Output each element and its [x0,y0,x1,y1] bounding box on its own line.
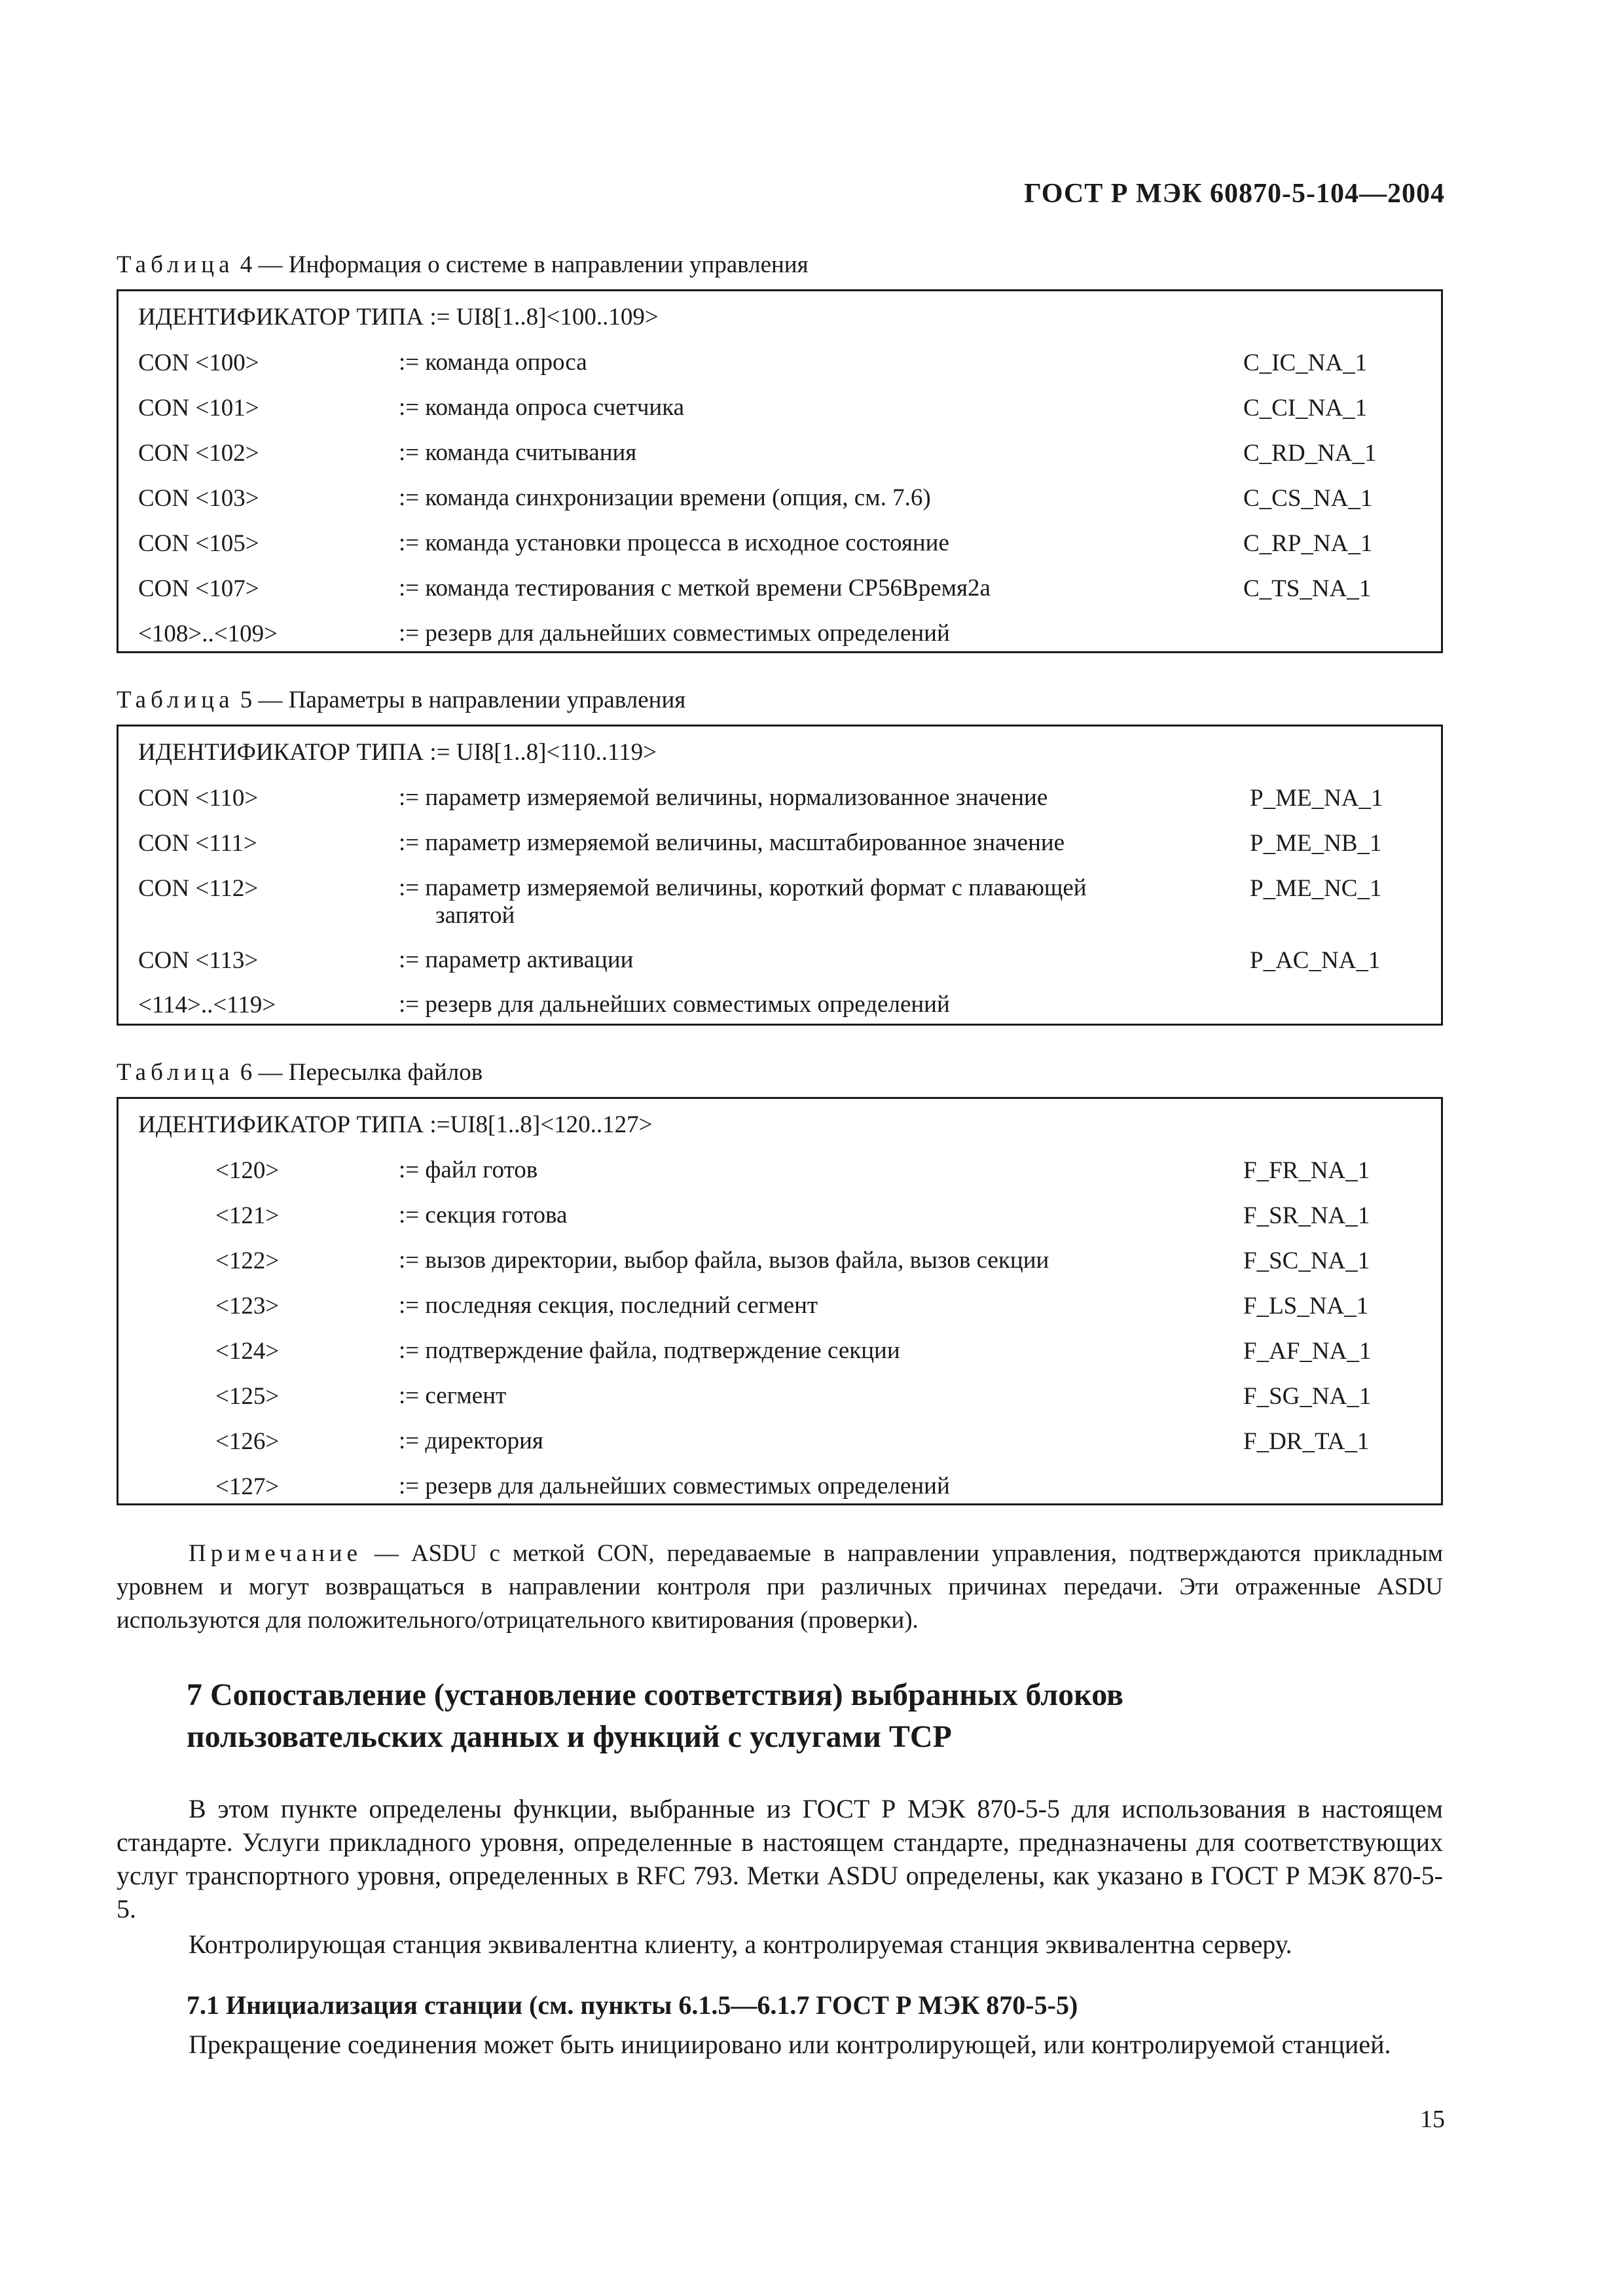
table6-caption [117,1058,483,1086]
section-paragraph-2: Контролирующая станция эквивалентна клиенту, а контролируемая станция эквивалентна серверу. [189,1929,1292,1959]
table-cell-code: CON <107> [138,575,259,602]
table-cell-name: F_DR_TA_1 [1243,1428,1370,1455]
table-cell-desc: := последняя секция, последний сегмент [399,1292,818,1319]
table-cell-code: CON <110> [138,785,259,812]
table-cell-name: F_FR_NA_1 [1243,1157,1370,1184]
table-cell-code: <124> [215,1338,280,1365]
table-cell-desc: := команда опроса [399,349,587,376]
table-cell-code: <114>..<119> [138,992,276,1018]
table-cell-code: CON <101> [138,395,259,422]
table-cell-code: <108>..<109> [138,620,278,647]
table-cell-code: <122> [215,1247,280,1274]
table-cell-code: <120> [215,1157,280,1184]
table-cell-desc: := команда установки процесса в исходное состояние [399,529,949,556]
table-cell-name: P_ME_NB_1 [1250,830,1382,857]
table5 [117,725,1443,1026]
table-cell-name: C_IC_NA_1 [1243,350,1368,376]
table-cell-name: P_ME_NA_1 [1250,785,1383,812]
table4 [117,289,1443,653]
table-cell-code: CON <111> [138,830,257,857]
note-label: Примечание [189,1540,362,1567]
table-cell-desc [399,874,1250,929]
table5-type-id: ИДЕНТИФИКАТОР ТИПА := UI8[1..8]<110..119> [138,739,657,766]
table-cell-desc: := секция готова [399,1202,568,1229]
section-title-line2: пользовательских данных и функций с услугами TCP [187,1719,952,1754]
table5-caption-text: 5 — Параметры в направлении управления [234,687,686,713]
table5-caption-word: Таблица [117,687,234,713]
table4-caption-text: 4 — Информация о системе в направлении управления [234,251,809,278]
table-cell-code: CON <105> [138,530,259,557]
table-cell-code: CON <100> [138,350,259,376]
section-paragraph-1: В этом пункте определены функции, выбранные из ГОСТ Р МЭК 870-5-5 для использования в настоящем стандарте. Услуги прикладного уровня, определенные в настоящем стандарте, предназначены для соответствующих услуг транспортного уровня, определенных в RFC 793. Метки ASDU определены, как указано в ГОСТ Р МЭК 870-5-5. [117,1794,1443,1924]
table-cell-code: CON <102> [138,440,259,467]
table-cell-desc: := команда считывания [399,439,637,466]
table-cell-name: P_AC_NA_1 [1250,947,1381,974]
table4-caption-word: Таблица [117,251,234,278]
table-cell-name: C_RP_NA_1 [1243,530,1373,557]
table-cell-name: C_TS_NA_1 [1243,575,1372,602]
table-cell-desc: := команда синхронизации времени (опция, см. 7.6) [399,484,931,511]
table-cell-code: <126> [215,1428,280,1455]
table-cell-code: <125> [215,1383,280,1410]
table6-caption-word: Таблица [117,1059,234,1086]
table-cell-name: C_CI_NA_1 [1243,395,1368,422]
note-text: — ASDU с меткой CON, передаваемые в направлении управления, подтверждаются прикладным уровнем и могут возвращаться в направлении контроля при различных причинах передачи. Эти отраженные ASDU используются для положительного/отрицательного квитирования (проверки). [117,1540,1443,1634]
subsection-title: 7.1 Инициализация станции (см. пункты 6.1.5—6.1.7 ГОСТ Р МЭК 870-5-5) [187,1990,1078,2020]
table-cell-code: CON <112> [138,875,259,902]
table-cell-name: P_ME_NC_1 [1250,875,1382,902]
table-cell-desc: := параметр активации [399,946,634,973]
standard-designation: ГОСТ Р МЭК 60870-5-104—2004 [1024,179,1445,209]
table6 [117,1097,1443,1505]
table-cell-desc: := директория [399,1427,543,1454]
table-cell-code: CON <103> [138,485,259,512]
table-cell-desc: := сегмент [399,1382,507,1409]
table5-caption [117,686,685,714]
table-cell-desc: := резерв для дальнейших совместимых определений [399,1473,950,1499]
table-cell-desc: := параметр измеряемой величины, нормализованное значение [399,784,1048,811]
table-cell-desc: := резерв для дальнейших совместимых определений [399,991,950,1018]
table-cell-code: <123> [215,1293,280,1319]
table-cell-code: CON <113> [138,947,259,974]
table-cell-desc: := подтверждение файла, подтверждение секции [399,1337,900,1364]
table-cell-name: C_RD_NA_1 [1243,440,1377,467]
section-title [187,1674,1431,1758]
table-cell-desc: := вызов директории, выбор файла, вызов файла, вызов секции [399,1247,1049,1274]
table-cell-desc: := команда тестирования с меткой времени CP56Время2а [399,575,991,601]
table6-caption-text: 6 — Пересылка файлов [234,1059,483,1086]
section-title-line1: 7 Сопоставление (установление соответствия) выбранных блоков [187,1677,1123,1712]
table-cell-name: F_AF_NA_1 [1243,1338,1372,1365]
page-number: 15 [1420,2106,1445,2133]
section-paragraph-3: Прекращение соединения может быть инициировано или контролирующей, или контролируемой станцией. [189,2030,1391,2059]
table-cell-name: F_SG_NA_1 [1243,1383,1372,1410]
table4-type-id: ИДЕНТИФИКАТОР ТИПА := UI8[1..8]<100..109> [138,304,659,331]
table-cell-name: F_SR_NA_1 [1243,1202,1370,1229]
table-cell-name: F_LS_NA_1 [1243,1293,1369,1319]
table-cell-name: F_SC_NA_1 [1243,1247,1370,1274]
table-cell-desc: := команда опроса счетчика [399,394,685,421]
table-cell-desc: := параметр измеряемой величины, масштабированное значение [399,829,1065,856]
table-cell-desc-line1: := параметр измеряемой величины, короткий формат с плавающей [399,874,1087,901]
table-cell-name: C_CS_NA_1 [1243,485,1373,512]
table-cell-desc: := резерв для дальнейших совместимых определений [399,620,950,647]
table6-type-id: ИДЕНТИФИКАТОР ТИПА :=UI8[1..8]<120..127> [138,1111,653,1138]
table-cell-code: <127> [215,1473,280,1500]
table-cell-desc: := файл готов [399,1157,538,1183]
table4-caption [117,251,809,279]
table-cell-desc-line2: запятой [435,902,515,929]
table-note [117,1537,1443,1637]
table-cell-code: <121> [215,1202,280,1229]
